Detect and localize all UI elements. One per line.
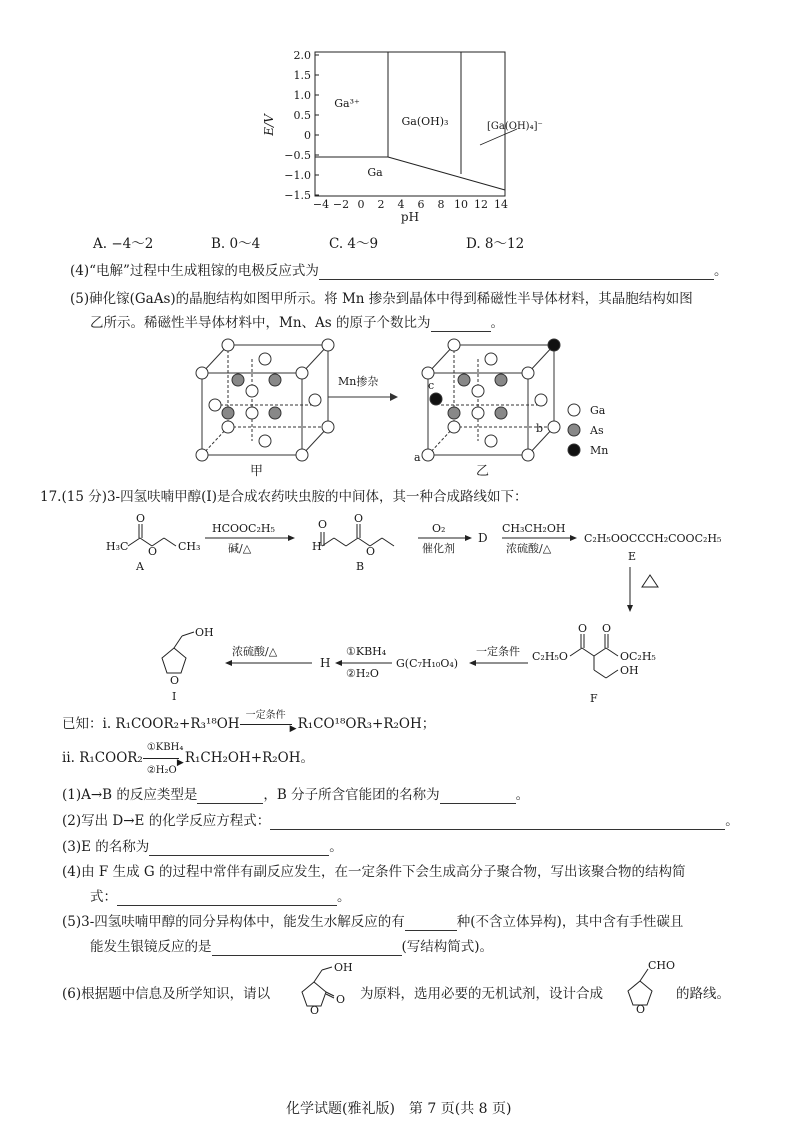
ga-atom [472, 385, 484, 397]
page-footer: 化学试题(雅礼版) 第 7 页(共 8 页) [286, 1101, 512, 1117]
legend-ga-swatch [568, 404, 580, 416]
label-c: c [428, 379, 435, 392]
q6-start-ring-o: O [310, 1004, 320, 1017]
crystal-cells [180, 335, 640, 480]
option-d: D. 8～12 [466, 236, 525, 252]
step3-top: CH₃CH₂OH [502, 522, 566, 535]
ga-atom [209, 399, 221, 411]
ga-atom [246, 407, 258, 419]
label-i: I [172, 690, 177, 703]
q17-4-line1: (4)由 F 生成 G 的过程中常伴有副反应发生，在一定条件下会生成高分子聚合物，写出该聚合物的结构简 [62, 864, 686, 880]
ga-atom [535, 394, 547, 406]
step3-bottom: 浓硫酸/△ [506, 542, 552, 555]
ga-atom [296, 449, 308, 461]
compound-i [162, 632, 194, 673]
boundary-ga-oxide [388, 157, 505, 190]
option-b: B. 0～4 [211, 236, 261, 252]
compound-f-right: OC₂H₅ [620, 650, 656, 663]
ga-atom [472, 407, 484, 419]
ga-atom [448, 421, 460, 433]
ga-atom [259, 435, 271, 447]
ga-atom [448, 339, 460, 351]
synthesis-route-row2 [140, 618, 720, 710]
ytick-label: 1.5 [293, 69, 311, 82]
compound-a-o: O [136, 512, 146, 525]
q6-target-ring-o: O [636, 1003, 646, 1016]
option-c: C. 4～9 [329, 236, 379, 252]
compound-b-o3: O [366, 545, 376, 558]
xtick-label: 2 [377, 198, 385, 211]
xtick-label: −2 [332, 198, 350, 211]
q16-5-line2: 乙所示。稀磁性半导体材料中，Mn、As 的原子个数比为 。 [90, 315, 504, 331]
q17-2: (2)写出 D→E 的化学反应方程式： 。 [62, 813, 739, 829]
compound-b-o2: O [354, 512, 364, 525]
step-fg: 一定条件 [476, 645, 520, 658]
q17-4-line2: 式： 。 [90, 889, 351, 905]
legend-as: As [590, 424, 604, 437]
as-atom [495, 374, 507, 386]
answer-blank[interactable] [149, 841, 329, 856]
xtick-label: −4 [312, 198, 330, 211]
compound-b [321, 524, 394, 546]
compound-e-formula: C₂H₅OOCCCH₂COOC₂H₅ [584, 532, 722, 545]
ga-atom [485, 353, 497, 365]
ytick-label: −1.5 [284, 189, 311, 202]
ga-atom [322, 421, 334, 433]
ga-atom [522, 449, 534, 461]
compound-i-oh: OH [195, 626, 214, 639]
xtick-label: 0 [357, 198, 365, 211]
answer-blank[interactable] [212, 941, 402, 956]
answer-blank[interactable] [431, 317, 491, 332]
answer-blank[interactable] [319, 265, 714, 280]
ytick-label: 2.0 [293, 49, 311, 62]
synthesis-route-row1 [100, 510, 780, 580]
answer-blank[interactable] [270, 815, 725, 830]
option-a: A. −4～2 [93, 236, 154, 252]
label-b: B [356, 560, 365, 573]
xtick-label: 14 [494, 198, 508, 211]
region-gaoh4: [Ga(OH)₄]⁻ [487, 121, 543, 132]
ga-atom [296, 367, 308, 379]
q6-start-co: O [336, 993, 346, 1006]
as-atom [222, 407, 234, 419]
compound-f-left: C₂H₅O [532, 650, 568, 663]
q17-intro: 17.(15 分)3-四氢呋喃甲醇(I)是合成农药呋虫胺的中间体，其一种合成路线如下： [40, 489, 528, 505]
xtick-label: 8 [437, 198, 445, 211]
ga-atom [259, 353, 271, 365]
answer-blank[interactable] [405, 916, 457, 931]
xtick-label: 12 [474, 198, 488, 211]
legend-ga: Ga [590, 404, 606, 417]
compound-f [570, 634, 618, 678]
legend-as-swatch [568, 424, 580, 436]
q17-1: (1)A→B 的反应类型是 ，B 分子所含官能团的名称为 。 [62, 787, 530, 803]
label-a: A [136, 560, 144, 573]
ga-atom [222, 339, 234, 351]
ga-atom [322, 339, 334, 351]
q17-6b: 为原料，选用必要的无机试剂，设计合成 [360, 986, 603, 1002]
arrow-e-to-f [620, 565, 670, 615]
q17-6a: (6)根据题中信息及所学知识，请以 [62, 986, 271, 1002]
compound-f-o2: O [602, 622, 612, 635]
label-e: E [628, 550, 637, 563]
compound-h: H [320, 656, 331, 670]
compound-a-o2: O [148, 545, 158, 558]
compound-d: D [478, 531, 488, 545]
q16-4: (4)“电解”过程中生成粗镓的电极反应式为 。 [70, 263, 728, 279]
xtick-label: 6 [417, 198, 425, 211]
x-axis-label: pH [400, 210, 420, 224]
compound-b-h: H [312, 540, 322, 553]
ytick-label: 1.0 [293, 89, 311, 102]
step-gh-1: ①KBH₄ [346, 645, 387, 658]
ga-atom [485, 435, 497, 447]
pourbaix-diagram [255, 45, 543, 225]
ytick-label: −1.0 [284, 169, 311, 182]
answer-blank[interactable] [197, 789, 263, 804]
y-axis-label: E/V [262, 114, 276, 136]
compound-a-ch3: CH₃ [178, 540, 201, 553]
q17-5-line2: 能发生银镜反应的是 (写结构简式)。 [90, 939, 494, 955]
xtick-label: 10 [454, 198, 468, 211]
ga-atom [522, 367, 534, 379]
epoxide-icon [642, 575, 658, 587]
label-f: F [590, 692, 598, 705]
legend-mn-swatch [568, 444, 580, 456]
label-a: a [414, 451, 421, 464]
compound-f-o1: O [578, 622, 588, 635]
label-jia: 甲 [250, 464, 264, 479]
step1-top: HCOOC₂H₅ [212, 522, 275, 535]
xtick-label: 4 [397, 198, 405, 211]
region-ga3: Ga³⁺ [334, 97, 360, 110]
step2-bottom: 催化剂 [422, 542, 455, 555]
compound-b-o1: O [318, 518, 328, 531]
step-hi: 浓硫酸/△ [232, 645, 278, 658]
ga-atom [309, 394, 321, 406]
q6-target [618, 955, 678, 1015]
q6-start-oh: OH [334, 961, 353, 974]
ga-atom [222, 421, 234, 433]
compound-a [128, 524, 176, 546]
as-atom [448, 407, 460, 419]
ga-atom [196, 449, 208, 461]
label-b: b [536, 422, 544, 435]
ytick-label: 0.5 [293, 109, 311, 122]
as-atom [232, 374, 244, 386]
label-yi: 乙 [476, 464, 490, 479]
as-atom [269, 407, 281, 419]
y-ticks [315, 55, 319, 195]
as-atom [458, 374, 470, 386]
q17-5-line1: (5)3-四氢呋喃甲醇的同分异构体中，能发生水解反应的有 种(不含立体异构)，其中含有手性碳且 [62, 914, 684, 930]
step2-top: O₂ [432, 522, 446, 535]
ytick-label: 0 [304, 129, 311, 142]
mn-atom [548, 339, 560, 351]
ytick-label: −0.5 [284, 149, 311, 162]
compound-g: G(C₇H₁₀O₄) [396, 657, 459, 670]
q17-6c: 的路线。 [676, 986, 730, 1002]
known-1: 已知：ⅰ. R₁COOR₂+R₃¹⁸OH 一定条件 ▶ R₁CO¹⁸OR₃+R₂OH； [62, 710, 436, 734]
step-gh-2: ②H₂O [346, 667, 379, 680]
step1-bottom: 碱/△ [228, 542, 252, 555]
q6-target-cho: CHO [648, 959, 676, 972]
region-ga: Ga [367, 166, 383, 179]
compound-f-oh: OH [620, 664, 639, 677]
ga-atom [548, 421, 560, 433]
answer-blank[interactable] [117, 891, 337, 906]
q6-start-material [290, 960, 360, 1015]
compound-a-h3c: H₃C [106, 540, 129, 553]
as-atom [495, 407, 507, 419]
ga-atom [422, 449, 434, 461]
q17-3: (3)E 的名称为 。 [62, 839, 343, 855]
legend-mn: Mn [590, 444, 609, 457]
doping-arrow-head [390, 393, 398, 401]
compound-i-o: O [170, 674, 180, 687]
q16-5-line1: (5)砷化镓(GaAs)的晶胞结构如图甲所示。将 Mn 掺杂到晶体中得到稀磁性半导体材料，其晶胞结构如图 [70, 291, 693, 307]
ga-atom [422, 367, 434, 379]
as-atom [269, 374, 281, 386]
ga-atom [196, 367, 208, 379]
region-gaoh3: Ga(OH)₃ [401, 115, 449, 128]
answer-blank[interactable] [440, 789, 516, 804]
mn-atom [430, 393, 442, 405]
ga-atom [246, 385, 258, 397]
known-2: ⅱ. R₁COOR₂ ①KBH₄ ▶ ②H₂O R₁CH₂OH+R₂OH。 [62, 742, 315, 776]
doping-label: Mn掺杂 [338, 375, 379, 388]
